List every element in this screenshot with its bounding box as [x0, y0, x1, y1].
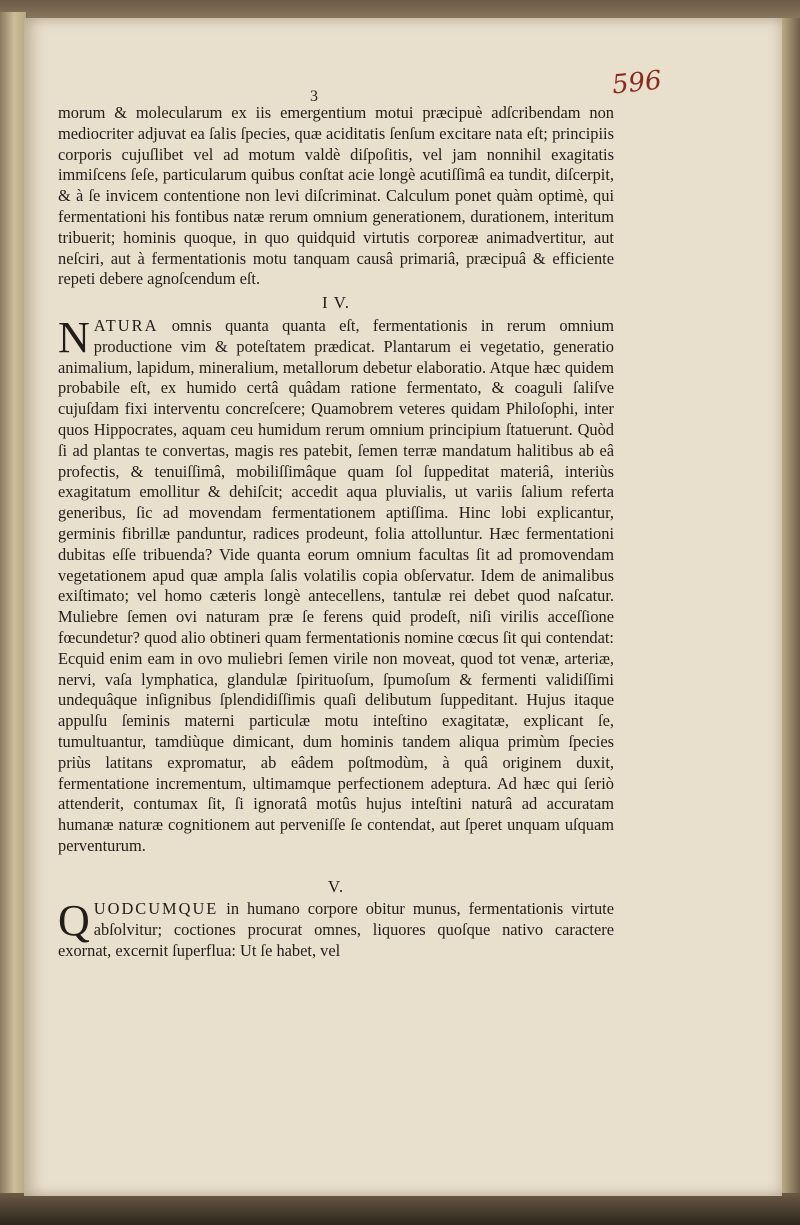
dropcap-n: N: [58, 312, 90, 362]
section-heading-4: I V.: [322, 293, 350, 313]
lead-word-natura: ATURA: [93, 315, 159, 335]
signature-mark: 3: [310, 88, 318, 105]
left-page-edges: [0, 12, 27, 1197]
section-4-text: omnis quanta quanta eſt, fermentationis in rerum omnium productione vim & poteſtatem prædicat. Plantarum ei vegetatio, generatio animalium, lapidum, mineralium, metallorum debetur elaboratio. Atque hæc quidem probabile eſt, ex humido certâ quâdam ratione fermentato, & coaguli ſaliſve cujuſdam fixi interventu concreſcere; Quamobrem veteres quidam Philoſophi, inter quos Hippocrates, aquam ceu humidum rerum omnium principium ſtatuerunt. Quòd ſi ad plantas te convertas, magis res patebit, ſemen terræ mandatum halitibus ab eâ profectis, & tenuiſſimâ, mobiliſſimâque quam ſol ſuppeditat materiâ, interiùs exagitatum emollitur & dehiſcit; accedit aqua pluvialis, ut variis ſalium referta generibus, ſic ad movendam fermentationem aptiſſima. Hinc lobi explicantur, germinis fibrillæ panduntur, radices prodeunt, folia attolluntur. Hæc fermentationi dubitas eſſe tribuenda? Vide quanta eorum omnium facultas ſit ad promovendam vegetationem apud quæ ampla ſalis volatilis copia obſervatur. Idem de animalibus exiſtimato; vel homo cæteris longè antecellens, tantulæ rei debet quod naſcatur. Muliebre ſemen ovi naturam præ ſe ferens quid prodeſt, niſi virilis acceſſione fœcundetur? quod alio obtineri quam fermentationis nomine cœcus ſit qui contendat: Ecquid enim eam in ovo muliebri ſemen virile non moveat, quod tot venæ, arteriæ, nervi, vaſa lymphatica, glandulæ ſpirituoſum, ſpumoſum & fermenti validiſſimi undequâque inſignibus ſplendidiſſimis quaſi delibutum ſuppeditant. Hujus itaque appulſu ſeminis materni particulæ motu inteſtino exagitatæ, explicant ſe, tumultuantur, tamdiùque dimicant, dum hominis tandem aliqua primùm ſpecies priùs latitans expromatur, ab eâdem poſtmodùm, à quâ originem duxit, fermentatione incrementum, ultimamque perfectionem adeptura. Ad hæc qui ſeriò attenderit, contumax ſit, ſi ignoratâ motûs hujus inteſtini naturâ ad accuratam humanæ naturæ cognitionem aut perveniſſe ſe contendat, aut ſperet unquam uſquam perventurum.: [58, 315, 614, 855]
handwritten-folio-number: 596: [610, 65, 664, 101]
section-5-text: in humano corpore obitur munus, fermentationis virtute abſolvitur; coctiones procurat omnes, liquores quoſque nativo caractere exornat, excernit ſuperflua: Ut ſe habet, vel: [58, 899, 614, 961]
section-4-paragraph: [58, 312, 614, 857]
section-heading-5: V.: [327, 876, 345, 896]
paragraph-continuation: morum & molecularum ex iis emergentium motui præcipuè adſcribendam non mediocriter adjuvat ea ſalis ſpecies, quæ aciditatis ſenſum excitare nata eſt; principiis corporis cujuſlibet vel ad motum valdè diſpoſitis, vel jam nonnihil exagitatis immiſcens ſeſe, particularum quibus conſtat acie longè acutiſſimâ ea tundit, diſcerpit, & à ſe invicem contentione non levi diſcriminat. Calculum ponet quàm optimè, qui fermentationi his fontibus natæ rerum omnium generationem, durationem, interitum tribuerit; hominis quoque, in quo quidquid virtutis corporeæ animadvertitur, aut neſciri, aut à fermentationis motu tanquam causâ primariâ, præcipuâ & efficiente repeti debere agnoſcendum eſt.: [58, 103, 614, 289]
book-page: [24, 18, 782, 1196]
bottom-edge: [0, 1193, 800, 1225]
lead-word-quodcumque: UODCUMQUE: [93, 899, 219, 919]
section-5-paragraph: [58, 896, 614, 961]
dropcap-q: Q: [58, 896, 90, 946]
page-text: [58, 103, 614, 962]
